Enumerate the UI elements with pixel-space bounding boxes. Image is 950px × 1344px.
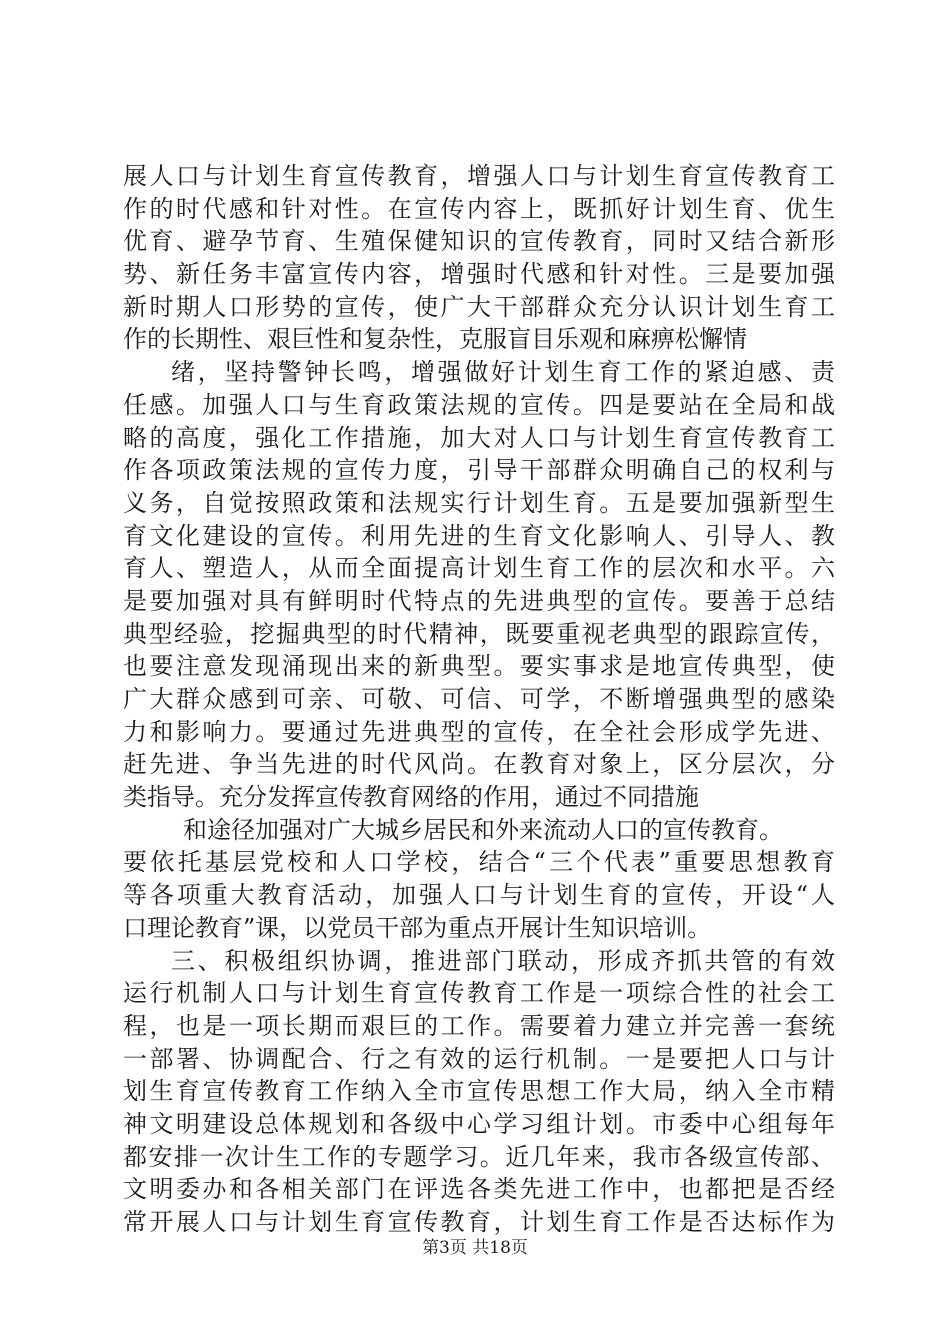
text-line: 任感。加强人口与生育政策法规的宣传。四是要站在全局和战 xyxy=(123,390,835,419)
text-line: 优育、避孕节育、生殖保健知识的宣传教育，同时又结合新形 xyxy=(123,227,835,256)
text-line: 广大群众感到可亲、可敬、可信、可学，不断增强典型的感染 xyxy=(123,685,835,713)
text-line: 也要注意发现涌现出来的新典型。要实事求是地宣传典型，使 xyxy=(123,652,835,681)
text-line: 是要加强对具有鲜明时代特点的先进典型的宣传。要善于总结 xyxy=(123,586,835,615)
text-line: 典型经验，挖掘典型的时代精神，既要重视老典型的跟踪宣传， xyxy=(123,619,835,648)
page-number: 第3页 共18页 xyxy=(422,1238,528,1258)
text-line: 势、新任务丰富宣传内容，增强时代感和针对性。三是要加强 xyxy=(123,260,835,289)
text-line: 和途径加强对广大城乡居民和外来流动人口的宣传教育。 xyxy=(183,815,783,844)
text-line: 作各项政策法规的宣传力度，引导干部群众明确自己的权利与 xyxy=(123,456,835,485)
text-line: 作的时代感和针对性。在宣传内容上，既抓好计划生育、优生 xyxy=(123,194,835,223)
text-line: 展人口与计划生育宣传教育，增强人口与计划生育宣传教育工 xyxy=(123,162,835,190)
text-line: 类指导。充分发挥宣传教育网络的作用，通过不同措施 xyxy=(123,783,699,812)
text-line: 育人、塑造人，从而全面提高计划生育工作的层次和水平。六 xyxy=(123,554,835,583)
text-line: 作的长期性、艰巨性和复杂性，克服盲目乐观和麻痹松懈情 xyxy=(123,325,747,354)
text-line: 运行机制人口与计划生育宣传教育工作是一项综合性的社会工 xyxy=(123,979,835,1008)
text-line: 等各项重大教育活动，加强人口与计划生育的宣传，开设“人 xyxy=(123,881,835,910)
text-line: 神文明建设总体规划和各级中心学习组计划。市委中心组每年 xyxy=(123,1109,835,1138)
text-line: 育文化建设的宣传。利用先进的生育文化影响人、引导人、教 xyxy=(123,521,835,550)
text-line: 略的高度，强化工作措施，加大对人口与计划生育宣传教育工 xyxy=(123,423,835,452)
page-footer xyxy=(0,1236,950,1260)
text-line: 要依托基层党校和人口学校，结合“三个代表”重要思想教育 xyxy=(123,848,835,877)
text-line: 赶先进、争当先进的时代风尚。在教育对象上，区分层次，分 xyxy=(123,750,835,779)
text-line: 义务，自觉按照政策和法规实行计划生育。五是要加强新型生 xyxy=(123,488,835,517)
text-line: 文明委办和各相关部门在评选各类先进工作中，也都把是否经 xyxy=(123,1175,835,1204)
text-line: 常开展人口与计划生育宣传教育，计划生育工作是否达标作为 xyxy=(123,1208,835,1236)
text-line: 口理论教育”课，以党员干部为重点开展计生知识培训。 xyxy=(123,913,712,942)
text-line: 新时期人口形势的宣传，使广大干部群众充分认识计划生育工 xyxy=(123,292,835,321)
text-line: 一部署、协调配合、行之有效的运行机制。一是要把人口与计 xyxy=(123,1044,835,1073)
text-line: 绪，坚持警钟长鸣，增强做好计划生育工作的紧迫感、责 xyxy=(171,358,835,387)
text-line: 力和影响力。要通过先进典型的宣传，在全社会形成学先进、 xyxy=(123,717,835,746)
text-line: 程，也是一项长期而艰巨的工作。需要着力建立并完善一套统 xyxy=(123,1011,835,1040)
document-body xyxy=(123,160,835,1239)
text-line: 划生育宣传教育工作纳入全市宣传思想工作大局，纳入全市精 xyxy=(123,1077,835,1106)
text-line: 都安排一次计生工作的专题学习。近几年来，我市各级宣传部、 xyxy=(123,1142,835,1171)
text-line: 三、积极组织协调，推进部门联动，形成齐抓共管的有效 xyxy=(171,946,835,975)
